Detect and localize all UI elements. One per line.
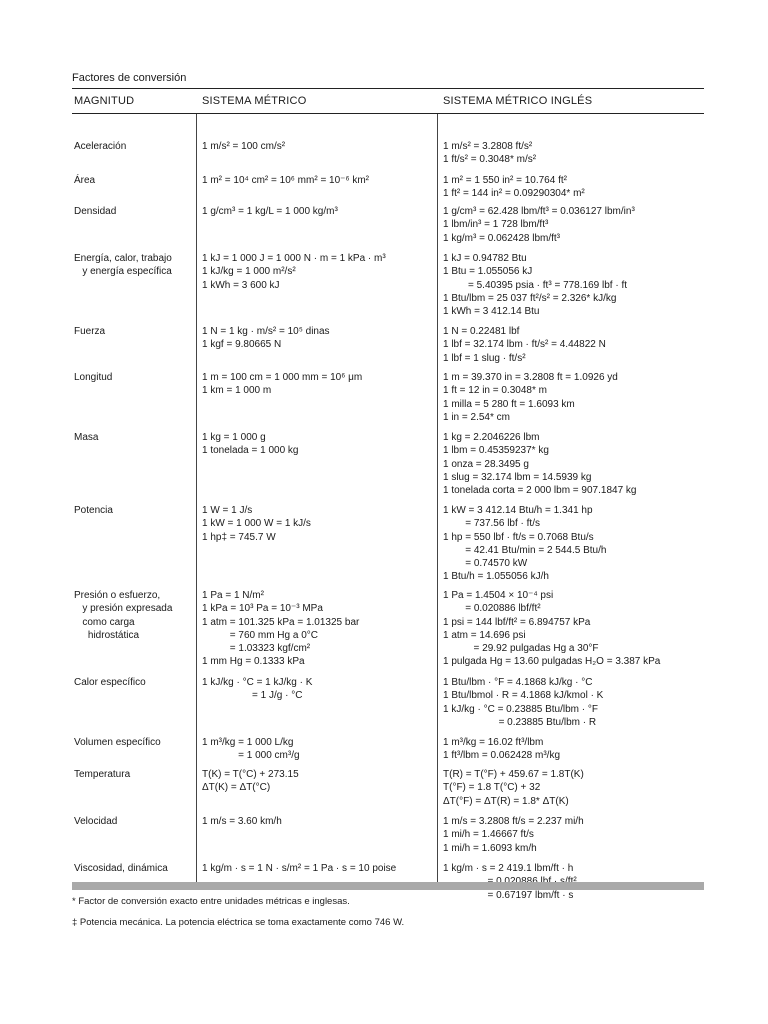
english-cell	[437, 140, 704, 167]
cell-line: 1 ft/s² = 0.3048* m/s²	[443, 154, 537, 166]
english-cell	[437, 815, 704, 855]
cell-line: 1 Pa = 1.4504 × 10⁻⁴ psi	[443, 590, 554, 601]
metric-cell	[196, 815, 437, 855]
magnitud-cell	[72, 252, 196, 318]
cell-line: Fuerza	[74, 326, 106, 337]
cell-line: = 1 000 cm³/g	[202, 750, 300, 762]
magnitud-cell	[72, 371, 196, 424]
table-bottom-bar	[72, 882, 704, 890]
magnitud-cell	[72, 205, 196, 245]
cell-line: 1 kJ = 0.94782 Btu	[443, 253, 527, 264]
metric-cell	[196, 325, 437, 365]
magnitud-cell	[72, 815, 196, 855]
cell-line: Densidad	[74, 206, 117, 217]
cell-line: 1 N = 1 kg · m/s² = 10⁵ dinas	[202, 326, 330, 337]
cell-line: 1 Btu/h = 1.055056 kJ/h	[443, 571, 549, 583]
cell-line: = 0.020886 lbf/ft²	[443, 603, 541, 615]
cell-line: como carga	[74, 616, 135, 628]
cell-line: = 5.40395 psia · ft³ = 778.169 lbf · ft	[443, 279, 627, 291]
cell-line: 1 g/cm³ = 1 kg/L = 1 000 kg/m³	[202, 206, 338, 217]
cell-line: y energía específica	[74, 266, 172, 278]
cell-line: Área	[74, 175, 96, 186]
english-cell	[437, 252, 704, 318]
metric-cell	[196, 252, 437, 318]
cell-line: 1 N = 0.22481 lbf	[443, 326, 520, 337]
cell-line: 1 m/s² = 100 cm/s²	[202, 141, 286, 152]
cell-line: = 29.92 pulgadas Hg a 30°F	[443, 643, 599, 655]
cell-line: 1 kJ/kg · °C = 1 kJ/kg · K	[202, 677, 313, 688]
cell-line: = 737.56 lbf · ft/s	[443, 518, 540, 530]
footnote-exact: * Factor de conversión exacto entre unidades métricas e inglesas.	[72, 896, 350, 907]
magnitud-cell	[72, 174, 196, 201]
magnitud-cell	[72, 736, 196, 763]
cell-line: 1 W = 1 J/s	[202, 505, 253, 516]
cell-line: 1 atm = 14.696 psi	[443, 629, 526, 641]
metric-cell	[196, 371, 437, 424]
magnitud-cell	[72, 589, 196, 669]
table-row	[72, 676, 704, 729]
table-row	[72, 768, 704, 808]
english-cell	[437, 205, 704, 245]
table-title: Factores de conversión	[72, 72, 187, 84]
cell-line: Potencia	[74, 505, 113, 516]
metric-cell	[196, 504, 437, 584]
cell-line: T(K) = T(°C) + 273.15	[202, 769, 299, 780]
cell-line: 1 ft = 12 in = 0.3048* m	[443, 385, 547, 397]
cell-line: 1 m = 39.370 in = 3.2808 ft = 1.0926 yd	[443, 372, 618, 383]
cell-line: 1 lbm/in³ = 1 728 lbm/ft³	[443, 219, 549, 231]
header-magnitud: MAGNITUD	[74, 95, 135, 107]
cell-line: Viscosidad, dinámica	[74, 863, 168, 874]
cell-line: 1 milla = 5 280 ft = 1.6093 km	[443, 398, 575, 410]
table-row	[72, 205, 704, 245]
cell-line: 1 m/s² = 3.2808 ft/s²	[443, 141, 533, 152]
cell-line: 1 mi/h = 1.46667 ft/s	[443, 829, 534, 841]
english-cell	[437, 676, 704, 729]
metric-cell	[196, 589, 437, 669]
cell-line: 1 m/s = 3.2808 ft/s = 2.237 mi/h	[443, 816, 584, 827]
english-cell	[437, 736, 704, 763]
metric-cell	[196, 431, 437, 497]
cell-line: 1 Btu/lbm · °F = 4.1868 kJ/kg · °C	[443, 677, 593, 688]
cell-line: 1 kg/m · s = 2 419.1 lbm/ft · h	[443, 863, 574, 874]
cell-line: 1 in = 2.54* cm	[443, 411, 510, 423]
cell-line: 1 kPa = 10³ Pa = 10⁻³ MPa	[202, 603, 323, 615]
table-header	[72, 88, 704, 114]
metric-cell	[196, 205, 437, 245]
english-cell	[437, 174, 704, 201]
cell-line: Velocidad	[74, 816, 118, 827]
cell-line: hidrostática	[74, 629, 140, 641]
cell-line: = 1 J/g · °C	[202, 690, 303, 702]
cell-line: 1 Btu = 1.055056 kJ	[443, 266, 533, 278]
cell-line: 1 ft² = 144 in² = 0.09290304* m²	[443, 188, 585, 200]
magnitud-cell	[72, 431, 196, 497]
magnitud-cell	[72, 504, 196, 584]
cell-line: 1 m³/kg = 16.02 ft³/lbm	[443, 737, 544, 748]
cell-line: 1 kWh = 3 600 kJ	[202, 279, 280, 291]
cell-line: = 760 mm Hg a 0°C	[202, 629, 318, 641]
cell-line: 1 Btu/lbm = 25 037 ft²/s² = 2.326* kJ/kg	[443, 292, 617, 304]
cell-line: = 42.41 Btu/min = 2 544.5 Btu/h	[443, 544, 607, 556]
cell-line: 1 m/s = 3.60 km/h	[202, 816, 282, 827]
metric-cell	[196, 676, 437, 729]
metric-cell	[196, 736, 437, 763]
cell-line: Longitud	[74, 372, 113, 383]
table-row	[72, 431, 704, 497]
table-row	[72, 815, 704, 855]
cell-line: 1 kJ = 1 000 J = 1 000 N · m = 1 kPa · m³	[202, 253, 386, 264]
cell-line: Presión o esfuerzo,	[74, 590, 161, 601]
cell-line: Energía, calor, trabajo	[74, 253, 172, 264]
cell-line: 1 g/cm³ = 62.428 lbm/ft³ = 0.036127 lbm/in³	[443, 206, 635, 217]
cell-line: 1 kJ/kg · °C = 0.23885 Btu/lbm · °F	[443, 703, 599, 715]
cell-line: 1 mi/h = 1.6093 km/h	[443, 842, 537, 854]
cell-line: 1 m³/kg = 1 000 L/kg	[202, 737, 294, 748]
cell-line: T(R) = T(°F) + 459.67 = 1.8T(K)	[443, 769, 584, 780]
cell-line: 1 atm = 101.325 kPa = 1.01325 bar	[202, 616, 360, 628]
metric-cell	[196, 768, 437, 808]
cell-line: 1 kg = 2.2046226 lbm	[443, 432, 540, 443]
english-cell	[437, 431, 704, 497]
table-row	[72, 371, 704, 424]
metric-cell	[196, 174, 437, 201]
cell-line: 1 kW = 1 000 W = 1 kJ/s	[202, 518, 311, 530]
cell-line: 1 lbf = 1 slug · ft/s²	[443, 352, 526, 364]
english-cell	[437, 325, 704, 365]
cell-line: 1 slug = 32.174 lbm = 14.5939 kg	[443, 471, 592, 483]
cell-line: = 1.03323 kgf/cm²	[202, 643, 311, 655]
magnitud-cell	[72, 325, 196, 365]
cell-line: 1 lbm = 0.45359237* kg	[443, 445, 549, 457]
table-row	[72, 174, 704, 201]
table-body	[72, 114, 704, 901]
english-cell	[437, 504, 704, 584]
table-row	[72, 325, 704, 365]
cell-line: 1 m² = 1 550 in² = 10.764 ft²	[443, 175, 567, 186]
cell-line: 1 ft³/lbm = 0.062428 m³/kg	[443, 750, 561, 762]
cell-line: 1 kg/m³ = 0.062428 lbm/ft³	[443, 232, 561, 244]
english-cell	[437, 371, 704, 424]
cell-line: T(°F) = 1.8 T(°C) + 32	[443, 782, 541, 794]
cell-line: 1 hp‡ = 745.7 W	[202, 531, 276, 543]
cell-line: 1 kg = 1 000 g	[202, 432, 266, 443]
cell-line: 1 m = 100 cm = 1 000 mm = 10⁶ μm	[202, 372, 363, 383]
cell-line: Aceleración	[74, 141, 127, 152]
cell-line: 1 km = 1 000 m	[202, 385, 272, 397]
header-sistema-ingles: SISTEMA MÉTRICO INGLÉS	[443, 95, 593, 107]
metric-cell	[196, 140, 437, 167]
footnote-power: ‡ Potencia mecánica. La potencia eléctrica se toma exactamente como 746 W.	[72, 917, 405, 928]
english-cell	[437, 589, 704, 669]
cell-line: 1 kW = 3 412.14 Btu/h = 1.341 hp	[443, 505, 593, 516]
cell-line: 1 Pa = 1 N/m²	[202, 590, 264, 601]
cell-line: = 0.23885 Btu/lbm · R	[443, 716, 597, 728]
cell-line: y presión expresada	[74, 603, 173, 615]
table-row	[72, 736, 704, 763]
cell-line: 1 kJ/kg = 1 000 m²/s²	[202, 266, 296, 278]
cell-line: 1 lbf = 32.174 lbm · ft/s² = 4.44822 N	[443, 339, 606, 351]
cell-line: Temperatura	[74, 769, 131, 780]
cell-line: 1 kgf = 9.80665 N	[202, 339, 282, 351]
cell-line: 1 pulgada Hg = 13.60 pulgadas H₂O = 3.387 kPa	[443, 656, 661, 668]
cell-line: 1 tonelada = 1 000 kg	[202, 445, 299, 457]
cell-line: 1 kWh = 3 412.14 Btu	[443, 306, 540, 318]
magnitud-cell	[72, 676, 196, 729]
cell-line: Calor específico	[74, 677, 146, 688]
cell-line: 1 onza = 28.3495 g	[443, 458, 529, 470]
cell-line: 1 m² = 10⁴ cm² = 10⁶ mm² = 10⁻⁶ km²	[202, 175, 370, 186]
english-cell	[437, 768, 704, 808]
header-sistema-metrico: SISTEMA MÉTRICO	[202, 95, 307, 107]
cell-line: 1 kg/m · s = 1 N · s/m² = 1 Pa · s = 10 poise	[202, 863, 397, 874]
cell-line: Masa	[74, 432, 99, 443]
table-row	[72, 252, 704, 318]
cell-line: ΔT(K) = ΔT(°C)	[202, 782, 271, 794]
magnitud-cell	[72, 140, 196, 167]
cell-line: ΔT(°F) = ΔT(R) = 1.8* ΔT(K)	[443, 795, 569, 807]
cell-line: 1 mm Hg = 0.1333 kPa	[202, 656, 305, 668]
cell-line: 1 psi = 144 lbf/ft² = 6.894757 kPa	[443, 616, 591, 628]
table-row	[72, 504, 704, 584]
cell-line: 1 tonelada corta = 2 000 lbm = 907.1847 kg	[443, 485, 637, 497]
cell-line: Volumen específico	[74, 737, 161, 748]
table-row	[72, 589, 704, 669]
cell-line: = 0.74570 kW	[443, 558, 528, 570]
cell-line: 1 Btu/lbmol · R = 4.1868 kJ/kmol · K	[443, 690, 604, 702]
cell-line: = 0.67197 lbm/ft · s	[443, 889, 574, 901]
cell-line: 1 hp = 550 lbf · ft/s = 0.7068 Btu/s	[443, 531, 594, 543]
magnitud-cell	[72, 768, 196, 808]
conversion-table	[72, 88, 704, 901]
table-row	[72, 140, 704, 167]
